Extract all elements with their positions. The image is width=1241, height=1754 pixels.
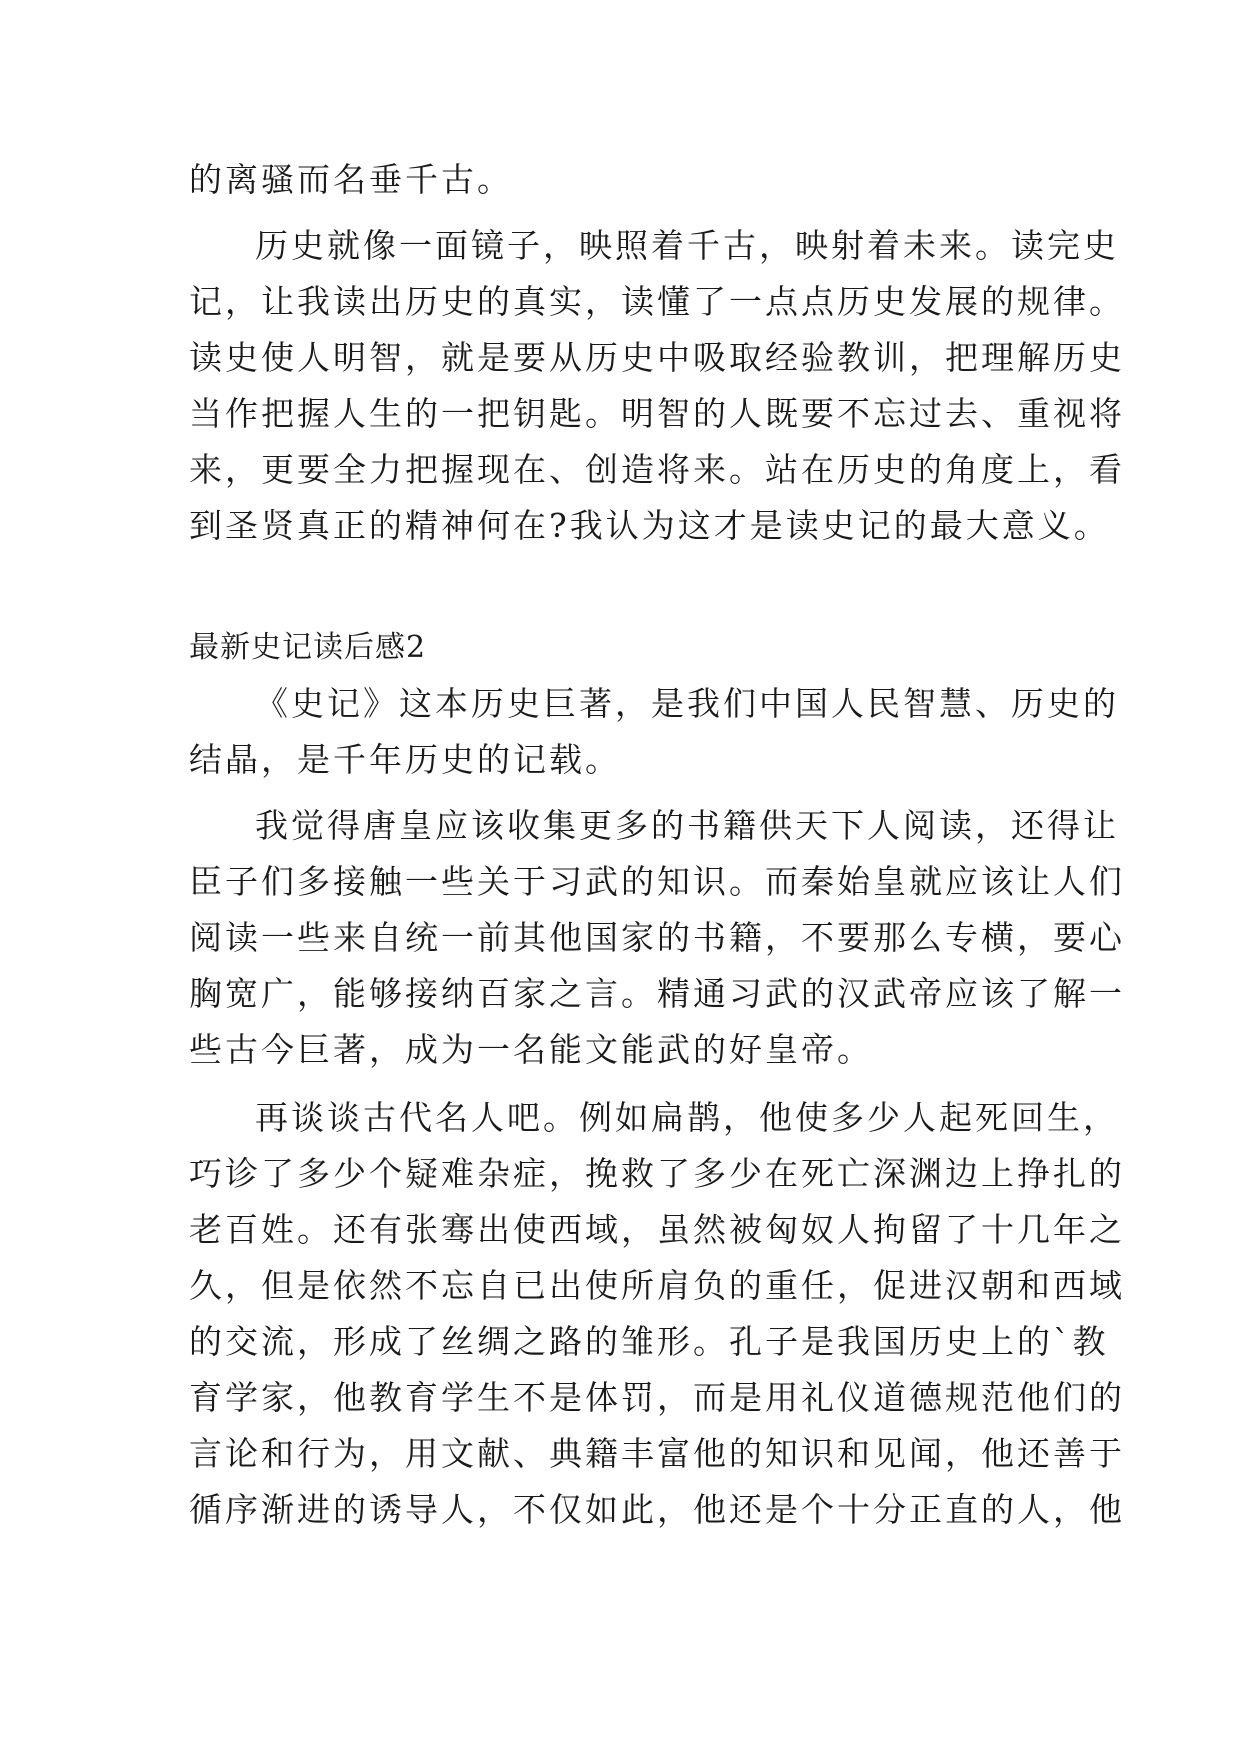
paragraph-line: 到圣贤真正的精神何在?我认为这才是读史记的最大意义。	[189, 506, 1110, 545]
paragraph-line: 读史使人明智，就是要从历史中吸取经验教训，把理解历史	[189, 338, 1125, 377]
paragraph-line: 的交流，形成了丝绸之路的雏形。孔子是我国历史上的`教	[189, 1322, 1109, 1361]
paragraph-line: 老百姓。还有张骞出使西域，虽然被匈奴人拘留了十几年之	[189, 1210, 1125, 1249]
paragraph-line: 循序渐进的诱导人，不仅如此，他还是个十分正直的人，他	[189, 1490, 1125, 1529]
section-heading: 最新史记读后感2	[189, 630, 427, 665]
paragraph-line: 久，但是依然不忘自已出使所肩负的重任，促进汉朝和西域	[189, 1266, 1125, 1305]
paragraph-line: 我觉得唐皇应该收集更多的书籍供天下人阅读，还得让	[255, 806, 1119, 845]
paragraph-line: 臣子们多接触一些关于习武的知识。而秦始皇就应该让人们	[189, 862, 1125, 901]
paragraph-line: 结晶，是千年历史的记载。	[189, 740, 621, 779]
paragraph-line: 巧诊了多少个疑难杂症，挽救了多少在死亡深渊边上挣扎的	[189, 1154, 1125, 1193]
paragraph-line: 育学家，他教育学生不是体罚，而是用礼仪道德规范他们的	[189, 1378, 1125, 1417]
paragraph-line: 历史就像一面镜子，映照着千古，映射着未来。读完史	[255, 226, 1119, 265]
paragraph-line: 的离骚而名垂千古。	[189, 160, 513, 199]
paragraph-line: 些古今巨著，成为一名能文能武的好皇帝。	[189, 1030, 873, 1069]
paragraph-line: 再谈谈古代名人吧。例如扁鹊，他使多少人起死回生，	[255, 1098, 1119, 1137]
paragraph-line: 当作把握人生的一把钥匙。明智的人既要不忘过去、重视将	[189, 394, 1125, 433]
paragraph-line: 胸宽广，能够接纳百家之言。精通习武的汉武帝应该了解一	[189, 974, 1125, 1013]
paragraph-line: 记，让我读出历史的真实，读懂了一点点历史发展的规律。	[189, 282, 1125, 321]
paragraph-line: 《史记》这本历史巨著，是我们中国人民智慧、历史的	[255, 684, 1119, 723]
paragraph-line: 阅读一些来自统一前其他国家的书籍，不要那么专横，要心	[189, 918, 1125, 957]
paragraph-line: 来，更要全力把握现在、创造将来。站在历史的角度上，看	[189, 450, 1125, 489]
paragraph-line: 言论和行为，用文献、典籍丰富他的知识和见闻，他还善于	[189, 1434, 1125, 1473]
